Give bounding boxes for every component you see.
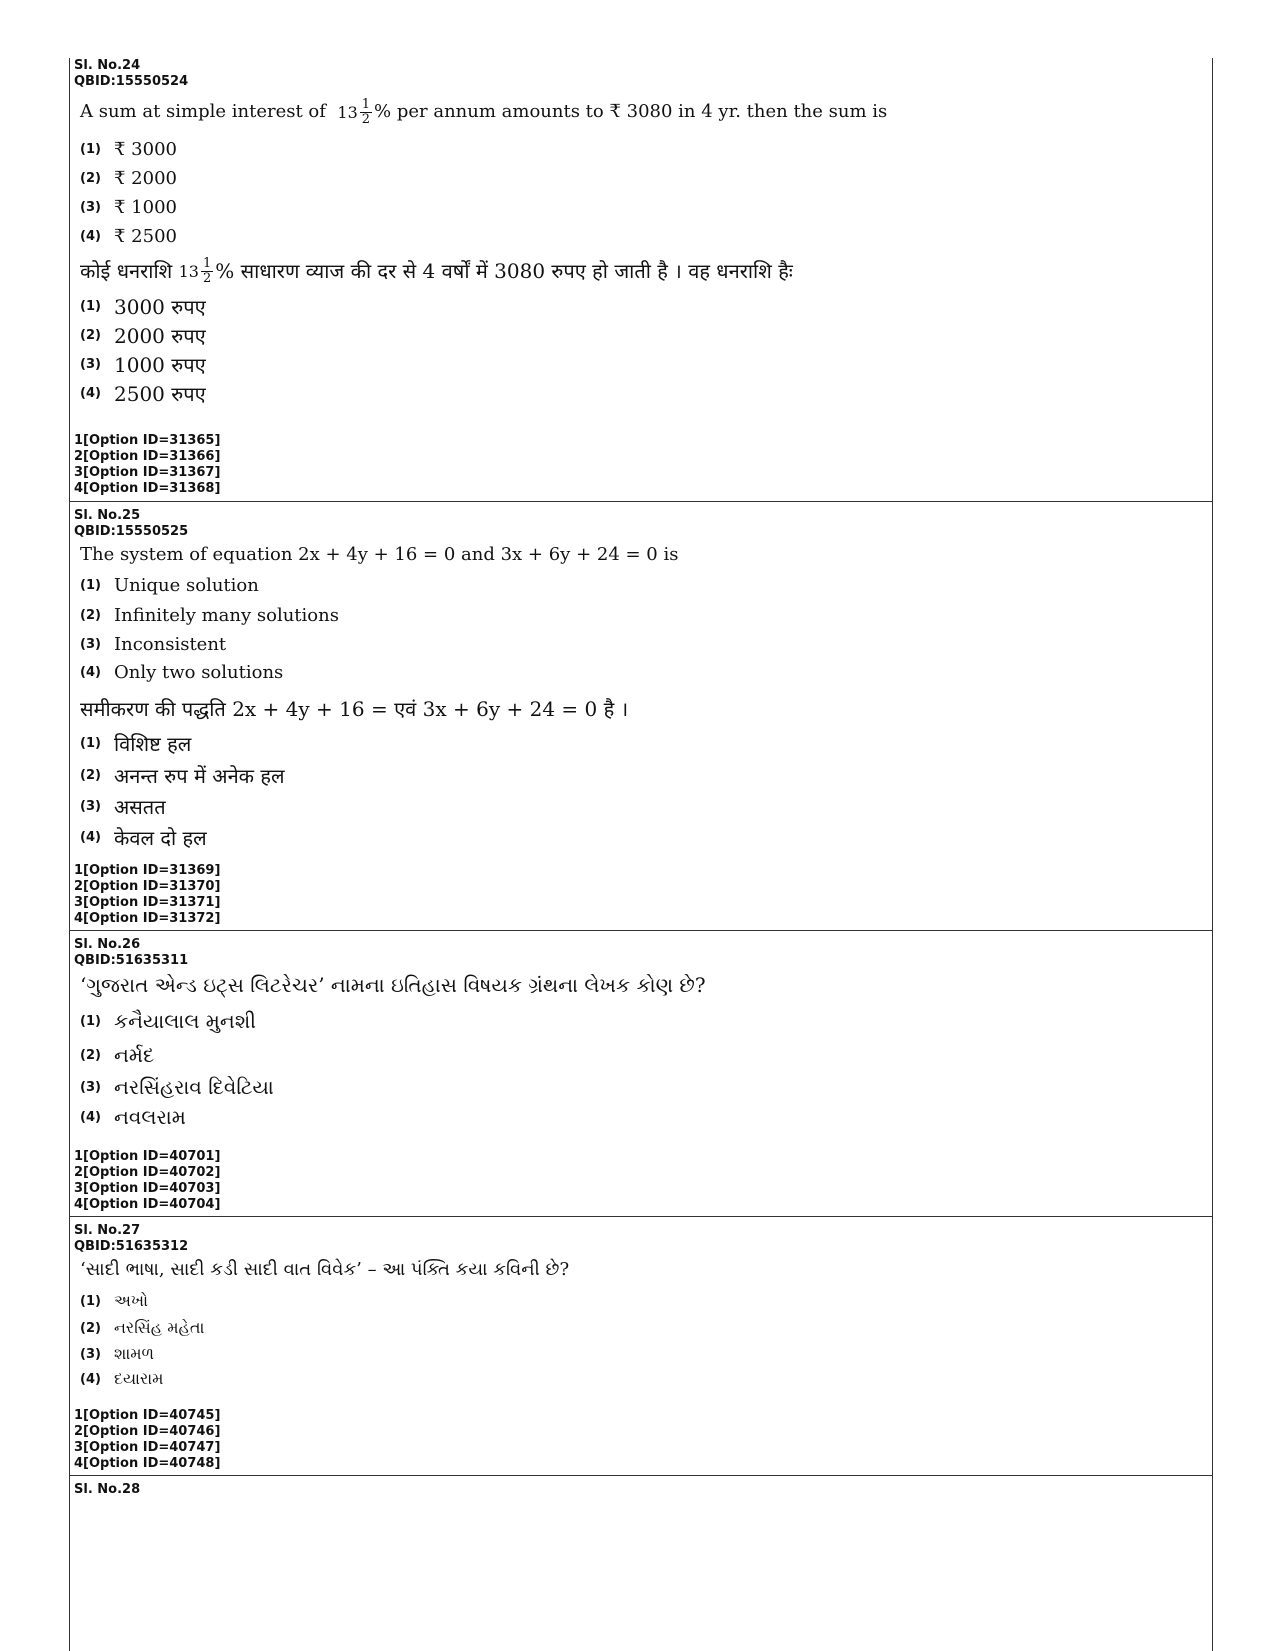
option-number: (4) <box>80 1109 101 1125</box>
option-2[interactable] <box>80 1315 1212 1342</box>
option-ids <box>74 1408 220 1472</box>
option-number: (4) <box>80 1371 101 1387</box>
option-id: 4[Option ID=40704] <box>74 1197 221 1212</box>
option-id: 4[Option ID=31368] <box>74 481 221 496</box>
option-text: દયારામ <box>114 1369 164 1388</box>
qbid: QBID:51635312 <box>74 1239 189 1254</box>
question-27 <box>70 1217 1212 1476</box>
options-en <box>74 135 1212 251</box>
option-ids <box>74 1149 220 1213</box>
option-number: (4) <box>80 386 101 401</box>
rate-whole: 13 <box>337 102 358 122</box>
stem-text-pre: कोई धनराशि <box>80 259 173 283</box>
question-stem-gu: ‘ગુજરાત એન્ડ ઇટ્સ લિટરેચર’ નામના ઇતિહાસ વિષયક ગ્રંથના લેખક કોણ છે? <box>80 973 706 997</box>
option-text: શામળ <box>114 1344 155 1363</box>
option-number: (2) <box>80 768 101 783</box>
option-number: (3) <box>80 1346 101 1362</box>
question-stem-hi <box>80 257 1212 286</box>
option-number: (1) <box>80 299 101 314</box>
option-text: નવલરામ <box>114 1105 186 1129</box>
options-gu <box>74 1288 1212 1392</box>
option-number: (2) <box>80 328 101 343</box>
option-1[interactable] <box>80 1288 1212 1315</box>
fraction-numerator: 1 <box>361 97 371 112</box>
option-id: 2[Option ID=31370] <box>74 879 221 894</box>
option-text: अनन्त रुप में अनेक हल <box>114 764 285 788</box>
question-stem-en <box>80 98 1212 127</box>
serial-number: Sl. No.27 <box>74 1223 141 1238</box>
option-id: 3[Option ID=31371] <box>74 895 221 910</box>
option-id: 1[Option ID=31369] <box>74 863 221 878</box>
option-number: (2) <box>80 608 101 623</box>
option-text: કનૈયાલાલ મુનશી <box>114 1009 256 1033</box>
option-4[interactable] <box>80 1367 1212 1392</box>
question-paper <box>69 58 1213 1651</box>
fraction-numerator: 1 <box>202 256 212 271</box>
option-id: 2[Option ID=31366] <box>74 449 221 464</box>
option-id: 2[Option ID=40746] <box>74 1424 221 1439</box>
serial-number: Sl. No.25 <box>74 508 141 523</box>
option-number: (1) <box>80 142 101 157</box>
option-text: નરસિંહરાવ દિવેટિયા <box>114 1075 274 1099</box>
fraction-denominator: 2 <box>361 112 371 127</box>
option-1[interactable] <box>80 135 1212 164</box>
question-stem-hi: समीकरण की पद्धति 2x + 4y + 16 = एवं 3x + 6y + 24 = 0 है । <box>80 696 629 721</box>
option-id: 3[Option ID=31367] <box>74 465 221 480</box>
option-text: ₹ 3000 <box>114 139 177 160</box>
option-2[interactable] <box>80 601 1212 631</box>
rate-fraction <box>360 98 372 127</box>
qbid: QBID:51635311 <box>74 953 189 968</box>
options-en <box>74 571 1212 687</box>
option-text: Unique solution <box>114 575 259 596</box>
option-id: 4[Option ID=31372] <box>74 911 221 926</box>
option-number: (4) <box>80 229 101 244</box>
option-number: (3) <box>80 1079 101 1095</box>
option-4[interactable] <box>80 379 1212 408</box>
option-2[interactable] <box>80 760 1212 792</box>
question-stem-en: The system of equation 2x + 4y + 16 = 0 and 3x + 6y + 24 = 0 is <box>80 544 679 565</box>
option-text: અખો <box>114 1291 149 1310</box>
option-text: विशिष्ट हल <box>114 732 192 756</box>
qbid: QBID:15550525 <box>74 524 189 539</box>
option-1[interactable] <box>80 728 1212 760</box>
option-id: 1[Option ID=40745] <box>74 1408 221 1423</box>
option-number: (1) <box>80 1293 101 1309</box>
question-28 <box>70 1476 1212 1651</box>
option-text: Infinitely many solutions <box>114 605 339 626</box>
option-text: ₹ 2000 <box>114 168 177 189</box>
option-text: ₹ 2500 <box>114 226 177 247</box>
option-1[interactable] <box>80 571 1212 601</box>
option-ids <box>74 433 220 497</box>
option-number: (2) <box>80 171 101 186</box>
option-number: (4) <box>80 830 101 845</box>
option-text: असतत <box>114 795 166 819</box>
qbid: QBID:15550524 <box>74 74 189 89</box>
option-number: (4) <box>80 665 101 680</box>
option-text: केवल दो हल <box>114 826 207 850</box>
question-25 <box>70 502 1212 931</box>
option-text: ₹ 1000 <box>114 197 177 218</box>
serial-number: Sl. No.28 <box>74 1482 141 1497</box>
option-number: (3) <box>80 799 101 814</box>
options-hi <box>74 292 1212 408</box>
rate-fraction <box>201 257 213 286</box>
option-3[interactable] <box>80 1072 1212 1102</box>
option-text: નર્મદ <box>114 1043 155 1067</box>
option-3[interactable] <box>80 1342 1212 1367</box>
rate-whole: 13 <box>178 261 199 281</box>
option-id: 4[Option ID=40748] <box>74 1456 221 1471</box>
serial-number: Sl. No.24 <box>74 58 141 73</box>
options-gu <box>74 1004 1212 1132</box>
option-text: 2000 रुपए <box>114 324 206 348</box>
option-1[interactable] <box>80 1004 1212 1038</box>
fraction-denominator: 2 <box>202 271 212 286</box>
option-3[interactable] <box>80 350 1212 379</box>
option-number: (1) <box>80 1013 101 1029</box>
option-4[interactable] <box>80 1102 1212 1132</box>
stem-text-post: % per annum amounts to ₹ 3080 in 4 yr. then the sum is <box>374 101 888 123</box>
option-number: (2) <box>80 1320 101 1336</box>
option-number: (2) <box>80 1047 101 1063</box>
option-id: 2[Option ID=40702] <box>74 1165 221 1180</box>
option-id: 1[Option ID=31365] <box>74 433 221 448</box>
option-text: Inconsistent <box>114 634 227 655</box>
option-text: નરસિંહ મહેતા <box>114 1318 205 1337</box>
question-26 <box>70 931 1212 1217</box>
option-4[interactable] <box>80 659 1212 687</box>
option-id: 1[Option ID=40701] <box>74 1149 221 1164</box>
stem-text-post: % साधारण व्याज की दर से 4 वर्षों में 3080 रुपए हो जाती है । वह धनराशि हैः <box>215 259 793 283</box>
option-3[interactable] <box>80 792 1212 822</box>
option-1[interactable] <box>80 292 1212 321</box>
stem-text-pre: A sum at simple interest of <box>80 101 326 123</box>
option-number: (1) <box>80 578 101 593</box>
option-ids <box>74 863 220 927</box>
option-2[interactable] <box>80 1038 1212 1072</box>
option-text: 2500 रुपए <box>114 382 206 406</box>
option-text: Only two solutions <box>114 662 284 683</box>
options-hi <box>74 728 1212 854</box>
option-4[interactable] <box>80 222 1212 251</box>
option-number: (3) <box>80 200 101 215</box>
option-text: 3000 रुपए <box>114 295 206 319</box>
option-id: 3[Option ID=40747] <box>74 1440 221 1455</box>
question-24 <box>70 58 1212 502</box>
option-number: (3) <box>80 637 101 652</box>
option-id: 3[Option ID=40703] <box>74 1181 221 1196</box>
option-2[interactable] <box>80 164 1212 193</box>
option-4[interactable] <box>80 822 1212 854</box>
serial-number: Sl. No.26 <box>74 937 141 952</box>
option-text: 1000 रुपए <box>114 353 206 377</box>
option-number: (3) <box>80 357 101 372</box>
option-number: (1) <box>80 736 101 751</box>
option-2[interactable] <box>80 321 1212 350</box>
option-3[interactable] <box>80 631 1212 659</box>
option-3[interactable] <box>80 193 1212 222</box>
question-stem-gu: ‘સાદી ભાષા, સાદી કડી સાદી વાત વિવેક’ – આ પંક્તિ કયા કવિની છે? <box>80 1259 570 1280</box>
